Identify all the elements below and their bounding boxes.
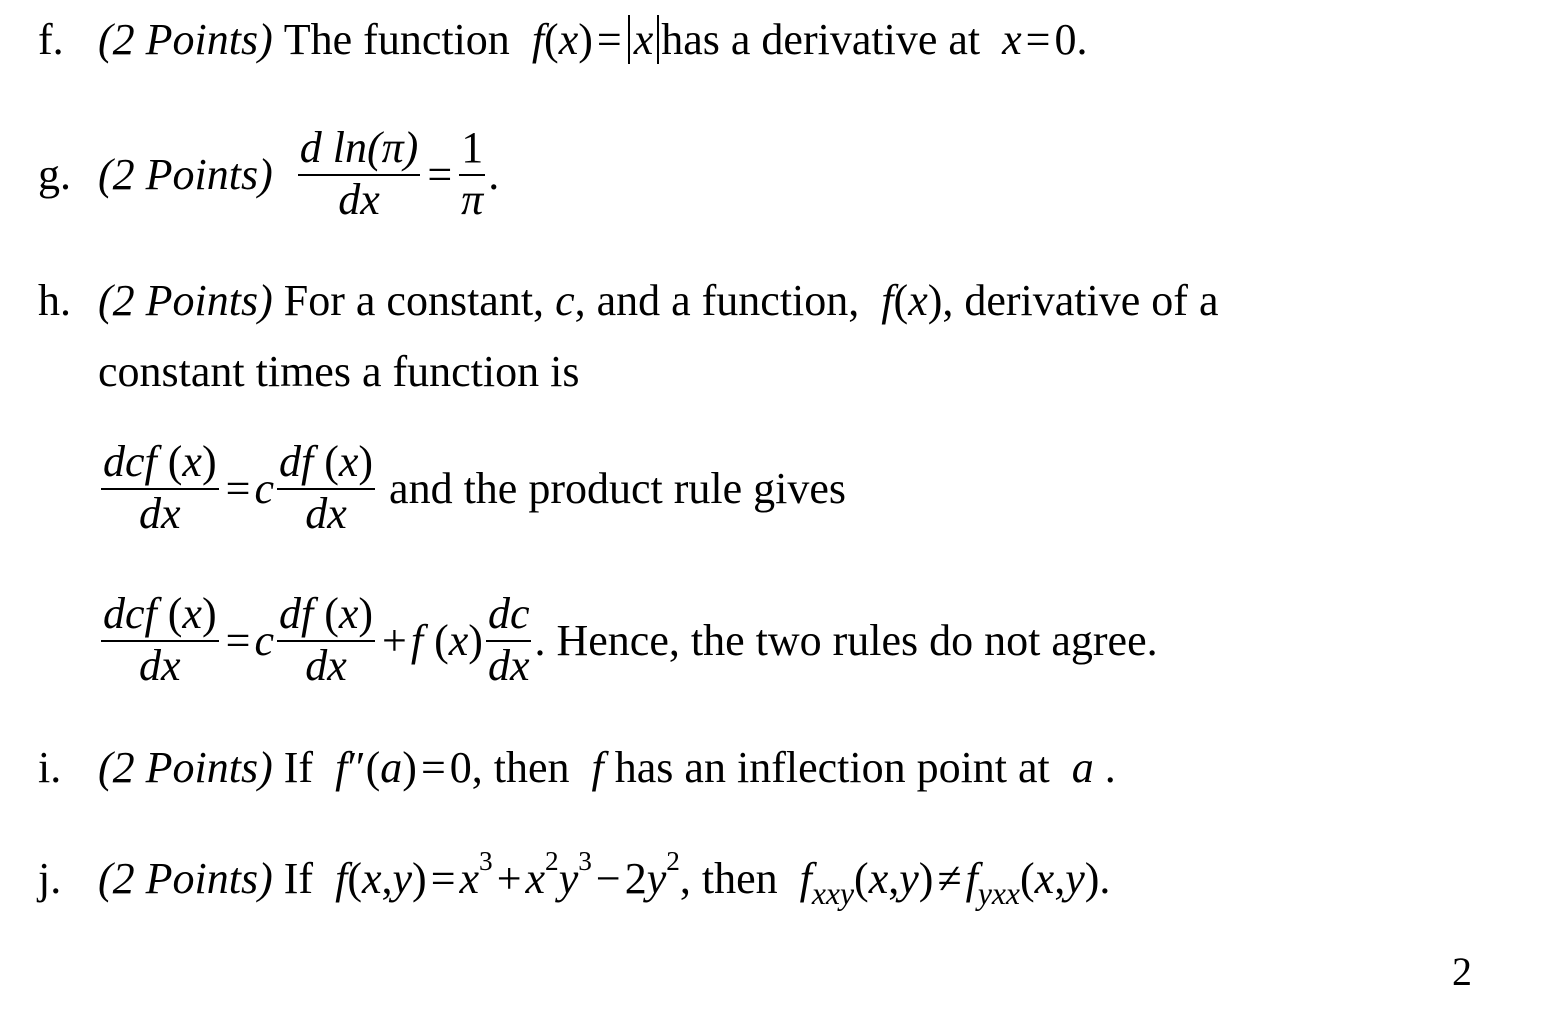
item-g-rhs-fraction (459, 123, 485, 224)
item-h-eq1-rhs: $\frac{df (x)}{dx}$ (278, 437, 374, 538)
item-h-line1 (38, 275, 1218, 326)
item-h-eq2-lhs: $\frac{\text{dcf (x)}}{dx}$ (103, 589, 217, 690)
item-j (38, 845, 1111, 912)
item-j-marker: j. (38, 854, 62, 903)
item-f-points: (2 Points) (98, 15, 273, 64)
item-h-constant-c: c (555, 276, 575, 325)
item-g-numerator: d ln(π) (299, 123, 419, 172)
item-i-points: (2 Points) (98, 743, 273, 792)
item-j-function: $f(x,y)=x^3+x^2y^3-2y^2$ (335, 845, 680, 903)
item-i-text-rest: has an inflection point at (614, 743, 1050, 792)
item-i-text-then: , then (471, 743, 570, 792)
item-i-text-if: If (283, 743, 314, 792)
item-g-denominator: dx (338, 175, 380, 224)
item-i-condition: f″(a)=0 (335, 743, 472, 792)
item-g-points: (2 Points) (98, 149, 273, 199)
item-i-marker: i. (38, 743, 62, 792)
item-f-text-after: has a derivative at (661, 15, 981, 64)
item-h-line4-text: . Hence, the two rules do not agree. (534, 615, 1158, 665)
item-h-line3-text: and the product rule gives (389, 463, 847, 513)
item-g-lhs-fraction (298, 123, 421, 224)
item-f-condition: x=0. (1002, 15, 1088, 64)
item-f (38, 14, 1087, 65)
item-g-rhs-numerator: 1 (461, 123, 484, 172)
item-h-marker: h. (38, 276, 71, 325)
item-j-inequality: $f_{xxy}(x,y)\ne f_{yxx}(x,y)$. (799, 854, 1111, 912)
item-g-marker: g. (38, 149, 71, 199)
item-h-line2: constant times a function is (98, 347, 580, 396)
item-h-text-a: For a constant, (283, 276, 545, 325)
item-h-line3: $\frac{\text{dcf (x)}}{dx}$ = c $\frac{df (x)}{dx}$ and the product rule gives (103, 437, 847, 538)
item-j-text-then: , then (679, 854, 778, 903)
item-f-marker: f. (38, 15, 64, 64)
page-number: 2 (1452, 949, 1472, 994)
item-h-text-c: , derivative of a (942, 276, 1219, 325)
item-h-eq1-lhs: $\frac{\text{dcf (x)}}{dx}$ (103, 437, 217, 538)
item-h-function: f(x) (881, 276, 943, 325)
item-j-points: (2 Points) (98, 854, 273, 903)
item-h-eq2-term2: $\frac{dc}{dx}$ (487, 589, 530, 690)
item-i: i. (2 Points) If f″(a)=0 , then f has an inflection point at a . (38, 743, 1116, 792)
item-h-line4: $\frac{\text{dcf (x)}}{dx}$ = c $\frac{df (x)}{dx}$ + f ( x ) $\frac{dc}{dx}$ . Hence, the two rules do not agree. (103, 589, 1158, 690)
item-h-text-b: , and a function, (574, 276, 860, 325)
item-j-text-if: If (283, 854, 314, 903)
item-f-equation: f(x)= x (532, 14, 661, 65)
item-h-eq2-term1: $\frac{df (x)}{dx}$ (278, 589, 374, 690)
item-h-points: (2 Points) (98, 276, 273, 325)
item-g: g. (2 Points) $\frac{\text{d ln(π)}}{dx}$ = $\frac{1}{\pi}$ . (38, 123, 500, 224)
item-f-text-before: The function (283, 15, 510, 64)
item-g-rhs-denominator: π (461, 175, 484, 224)
